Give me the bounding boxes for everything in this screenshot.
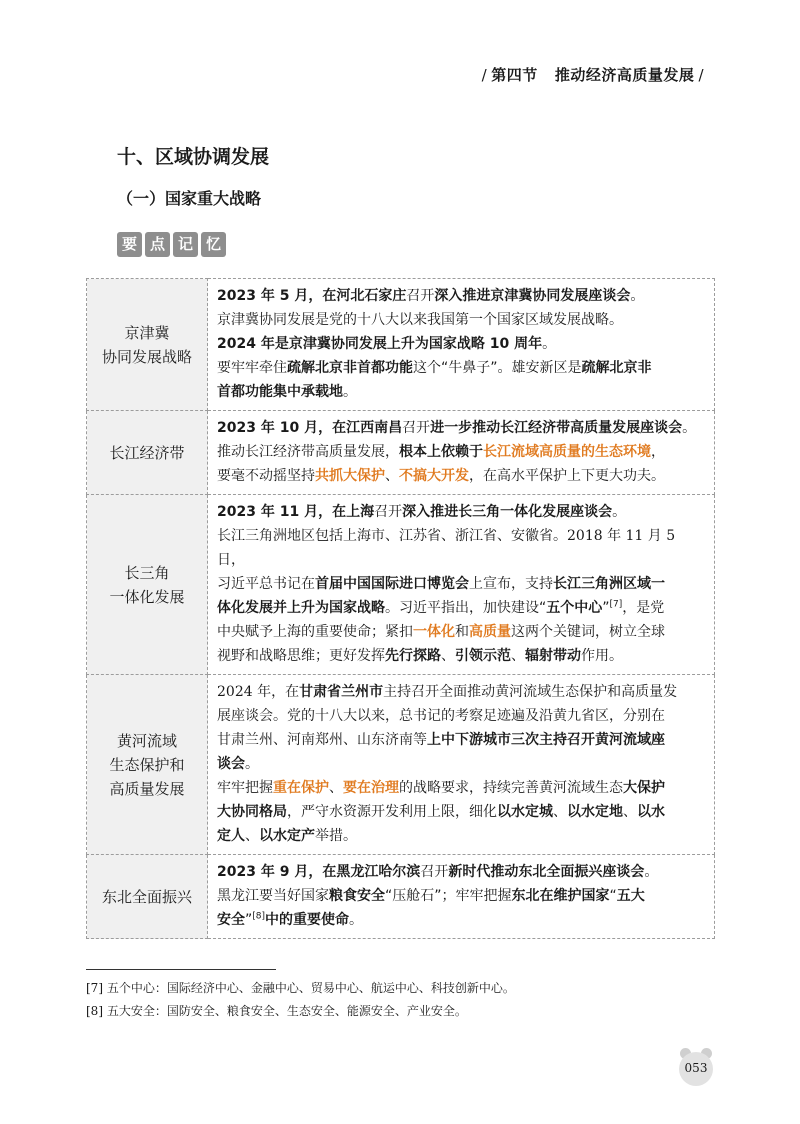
footnote-8: [8] 五大安全：国防安全、粮食安全、生态安全、能源安全、产业安全。 [86, 1004, 467, 1018]
text-segment: 和 [455, 624, 469, 640]
row-label-line: 长三角 [124, 563, 170, 582]
text-segment: 2018 年 11 月 5 日， [217, 528, 676, 568]
text-segment: 。 [349, 912, 364, 928]
content-line [217, 440, 707, 464]
row-label-line: 黄河流域 [116, 731, 177, 750]
content-line [217, 524, 707, 572]
text-segment: 全面推动黄河流域生态保护和高质量发 [439, 684, 678, 700]
text-segment: 、 [329, 780, 343, 796]
text-segment: 的战略要求，持续完善黄河流域生态 [399, 780, 623, 796]
text-segment: 京津冀协同发展是党的十八大以来我国第一个国家区域发展战略。 [217, 312, 623, 328]
text-segment: 、 [553, 804, 567, 820]
badge-char: 要 [117, 232, 142, 257]
text-segment: 。 [245, 756, 259, 772]
content-line [217, 728, 707, 752]
content-line [217, 356, 707, 380]
bold-text: 甘肃省兰州市 [299, 684, 384, 700]
badge-char: 记 [173, 232, 198, 257]
text-segment: 、 [511, 648, 525, 664]
bold-text: 引领示范 [455, 648, 511, 664]
header-section: 第四节 [491, 66, 538, 84]
text-segment: 。 [630, 288, 645, 304]
table-row [87, 411, 715, 495]
text-segment: ，严守水资源开发利用上限，细化 [287, 804, 497, 820]
row-label [87, 279, 208, 411]
bold-text: 首届中国国际进口博览会 [315, 576, 469, 592]
bold-text: 体化发展并上升为国家战略 [217, 600, 385, 616]
content-line [217, 464, 707, 488]
text-segment: 、 [441, 648, 455, 664]
bold-text: 先行探路 [385, 648, 441, 664]
highlight-text: 长江流域高质量的生态环境 [483, 444, 651, 460]
bold-text: 五个中心 [546, 600, 603, 616]
row-label-line: 京津冀 [124, 323, 170, 342]
row-content [208, 495, 715, 675]
text-segment: 。习近平指出，加快建设“ [385, 600, 547, 616]
footnote-ref: [8] [252, 911, 266, 922]
text-segment: 作用。 [581, 648, 623, 664]
key-points-badge [117, 232, 226, 257]
bold-text: 疏解北京非首都功能 [287, 360, 413, 376]
highlight-text: 一体化 [413, 624, 455, 640]
text-segment: 2024 年，在 [217, 684, 300, 700]
text-segment: 、 [245, 828, 259, 844]
bold-text: 定人 [217, 828, 245, 844]
text-segment: 举措。 [315, 828, 357, 844]
bold-text: 疏解北京非 [581, 360, 652, 376]
highlight-text: 重在保护 [273, 780, 329, 796]
text-segment: 。 [542, 336, 557, 352]
row-label-line: 生态保护和 [109, 755, 185, 774]
bold-text: 2023 年 11 月，在 [217, 504, 347, 520]
badge-char: 忆 [201, 232, 226, 257]
text-segment: 牢牢把握 [217, 780, 273, 796]
bold-text: 上中下游城市三次主持召开黄河流域座 [427, 732, 665, 748]
text-segment: 召开 [402, 420, 431, 436]
text-segment: 这个“牛鼻子”。雄安新区是 [413, 360, 582, 376]
key-points-table [86, 278, 715, 939]
page-number: 053 [684, 1061, 708, 1075]
bold-text: 长江三角洲区域一 [553, 576, 665, 592]
bold-text: 大协同格局 [217, 804, 287, 820]
text-segment: 黑龙江要当好国家 [217, 888, 329, 904]
row-content [208, 855, 715, 939]
footnote-divider [86, 969, 276, 970]
table-row [87, 855, 715, 939]
text-segment: 长江三角洲地区包括上海市、江苏省、浙江省、安徽省。 [217, 528, 567, 544]
bold-text: 新时代推动东北全面振兴座谈会 [448, 864, 645, 880]
table-row [87, 675, 715, 855]
row-content [208, 675, 715, 855]
text-segment: “压舱石”；牢牢把握 [385, 888, 512, 904]
text-segment: 上宣布，支持 [469, 576, 553, 592]
bold-text: 五大 [616, 888, 645, 904]
text-segment: “ [609, 888, 617, 904]
bold-text: 深入推进京津冀协同发展座谈会 [434, 288, 631, 304]
footnote-7: [7] 五个中心：国际经济中心、金融中心、贸易中心、航运中心、科技创新中心。 [86, 981, 515, 995]
text-segment: 推动长江经济带高质量发展， [217, 444, 399, 460]
row-label [87, 675, 208, 855]
text-segment: 召开 [420, 864, 449, 880]
bold-text: 进一步推动长江经济带高质量发展座谈会 [430, 420, 683, 436]
row-label-line: 协同发展战略 [101, 347, 192, 366]
bold-text: 2023 年 10 月，在 [217, 420, 347, 436]
bold-text: 河北石家庄 [336, 288, 407, 304]
content-line [217, 860, 707, 884]
bold-text: 安全 [217, 912, 245, 928]
page-number-badge [679, 1052, 713, 1086]
bold-text: 2023 年 9 月，在 [217, 864, 337, 880]
text-segment: 、 [623, 804, 637, 820]
text-segment: 。 [343, 384, 357, 400]
text-segment: ，是党 [622, 600, 665, 616]
highlight-text: 高质量 [469, 624, 511, 640]
bold-text: 2023 年 5 月，在 [217, 288, 337, 304]
highlight-text: 不搞大开发 [399, 468, 469, 484]
bold-text: 以水定城 [497, 804, 553, 820]
content-line [217, 416, 707, 440]
content-line [217, 704, 707, 728]
text-segment: 习近平总书记在 [217, 576, 315, 592]
highlight-text: 要在治理 [343, 780, 399, 796]
content-line [217, 380, 707, 404]
text-segment: 中央赋予上海的重要使命；紧扣 [217, 624, 413, 640]
bold-text: 以水 [637, 804, 665, 820]
text-segment: 这两个关键词，树立全球 [511, 624, 665, 640]
bold-text: 根本上依赖于 [399, 444, 483, 460]
content-line [217, 908, 707, 932]
bold-text: 中的重要使命 [265, 912, 350, 928]
bold-text: 大保护 [623, 780, 665, 796]
header-slash-left: / [481, 66, 488, 84]
content-line [217, 776, 707, 800]
bold-text: 深入推进长三角一体化发展座谈会 [402, 504, 613, 520]
content-line [217, 884, 707, 908]
bold-text: 上海 [346, 504, 375, 520]
highlight-text: 共抓大保护 [315, 468, 385, 484]
content-line [217, 572, 707, 596]
content-line [217, 284, 707, 308]
text-segment: 主持召开 [383, 684, 440, 700]
running-header [478, 64, 708, 85]
text-segment: ， [651, 444, 665, 460]
row-content [208, 279, 715, 411]
bold-text: 谈会 [217, 756, 245, 772]
table-row [87, 495, 715, 675]
bold-text: 以水定地 [567, 804, 623, 820]
subsection-heading: （一）国家重大战略 [117, 189, 262, 208]
section-heading: 十、区域协调发展 [117, 146, 270, 168]
text-segment: ，在高水平保护上下更大功夫。 [469, 468, 665, 484]
text-segment: 展座谈会。党的十八大以来，总书记的考察足迹遍及沿黄九省区，分别在 [217, 708, 665, 724]
text-segment: 甘肃兰州、河南郑州、山东济南等 [217, 732, 427, 748]
row-label-line: 长江经济带 [109, 443, 185, 462]
table-row [87, 279, 715, 411]
bold-text: 江西南昌 [346, 420, 403, 436]
text-segment: 。 [644, 864, 659, 880]
text-segment: 视野和战略思维；更好发挥 [217, 648, 385, 664]
row-label-line: 一体化发展 [109, 587, 185, 606]
row-label [87, 855, 208, 939]
text-segment: 要牢牢牵住 [217, 360, 287, 376]
row-label [87, 411, 208, 495]
bold-text: 粮食安全 [329, 888, 385, 904]
content-line [217, 596, 707, 620]
text-segment: ” [602, 600, 610, 616]
text-segment: 要毫不动摇坚持 [217, 468, 315, 484]
content-line [217, 752, 707, 776]
row-label [87, 495, 208, 675]
badge-char: 点 [145, 232, 170, 257]
text-segment: 。 [682, 420, 697, 436]
content-line [217, 500, 707, 524]
row-label-line: 高质量发展 [109, 779, 185, 798]
bold-text: 辐射带动 [525, 648, 581, 664]
bold-text: 首都功能集中承载地 [217, 384, 343, 400]
row-content [208, 411, 715, 495]
content-line [217, 800, 707, 824]
bold-text: 以水定产 [259, 828, 315, 844]
content-line [217, 824, 707, 848]
content-line [217, 644, 707, 668]
bold-text: 2024 年是京津冀协同发展上升为国家战略 10 周年 [217, 336, 543, 352]
text-segment: 、 [385, 468, 399, 484]
text-segment: 。 [612, 504, 627, 520]
bold-text: 东北在维护国家 [511, 888, 610, 904]
text-segment: 召开 [406, 288, 435, 304]
content-line [217, 308, 707, 332]
content-line [217, 332, 707, 356]
row-label-line: 东北全面振兴 [101, 887, 192, 906]
header-slash-right: / [698, 66, 704, 84]
footnote-ref: [7] [609, 599, 623, 610]
text-segment: 召开 [374, 504, 403, 520]
text-segment: ” [245, 912, 253, 928]
content-line [217, 680, 707, 704]
bold-text: 黑龙江哈尔滨 [336, 864, 421, 880]
content-line [217, 620, 707, 644]
header-title: 推动经济高质量发展 [554, 66, 695, 84]
